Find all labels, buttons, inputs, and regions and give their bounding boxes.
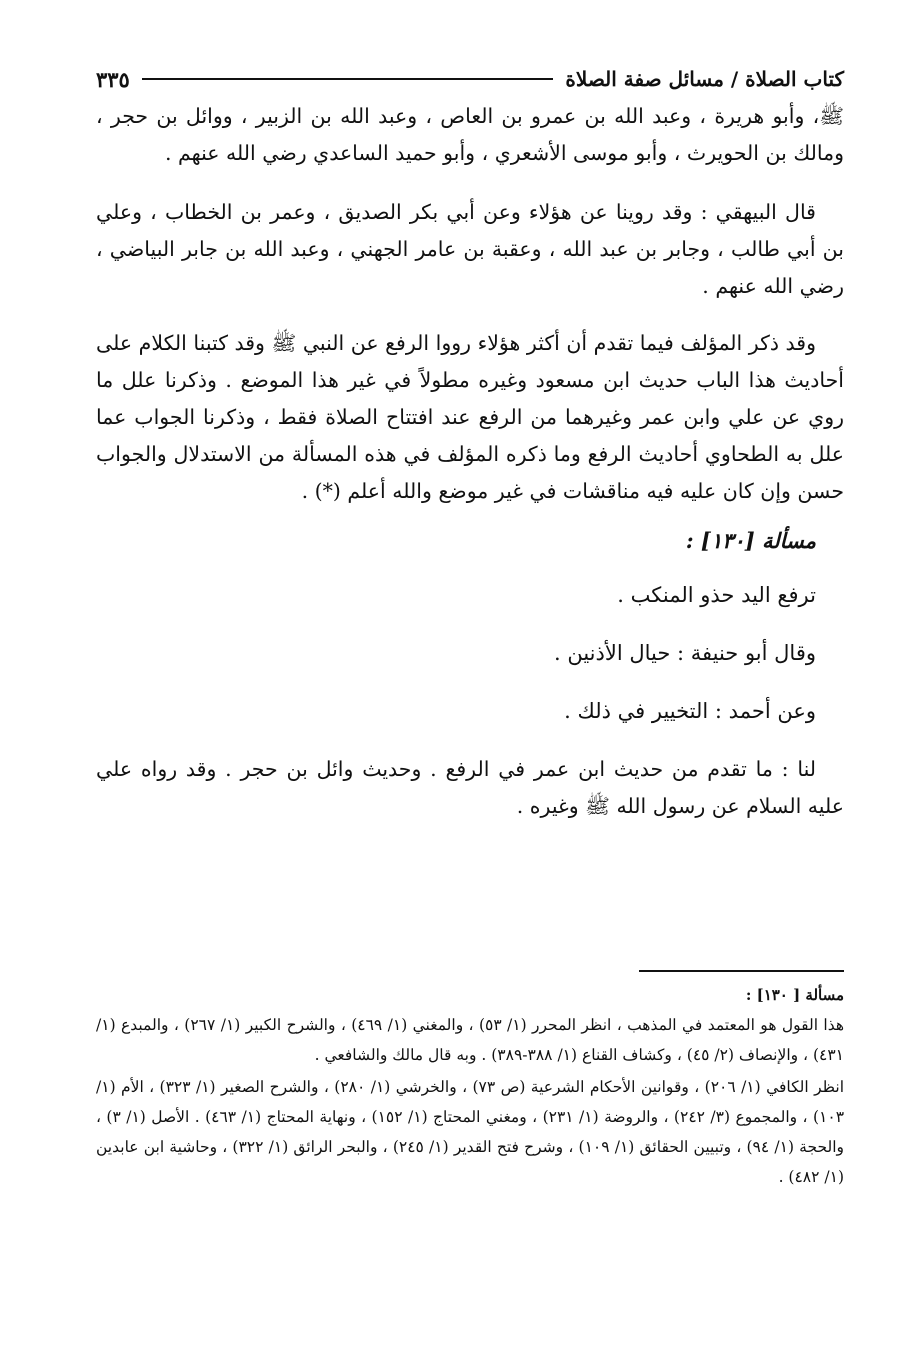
masala-heading: مسألة [١٣٠] : bbox=[685, 528, 816, 553]
footnote-hanbali-sources: هذا القول هو المعتمد في المذهب ، انظر المحرر (١/ ٥٣) ، والمغني (١/ ٤٦٩) ، والشرح الكبير (١/ ٢٦٧) ، والمبدع (١/ ٤٣١) ، والإنصاف (٢/ ٤٥) ، وكشاف القناع (١/ ٣٨٨-٣٨٩) . وبه قال مالك والشافعي . bbox=[96, 1016, 845, 1064]
paragraph-narrators: ﷺ، وأبو هريرة ، وعبد الله بن عمرو بن العاص ، وعبد الله بن الزبير ، ووائل بن حجر ، ومالك بن الحويرث ، وأبو موسى الأشعري ، وأبو حميد الساعدي رضي الله عنهم . bbox=[96, 104, 844, 165]
ahmad-view-line: وعن أحمد : التخيير في ذلك . bbox=[564, 699, 816, 723]
main-text-block bbox=[96, 60, 844, 825]
footnote-title: مسألة [ ١٣٠] : bbox=[745, 986, 844, 1004]
chapter-title: كتاب الصلاة / مسائل صفة الصلاة bbox=[565, 67, 844, 91]
ruling-line: ترفع اليد حذو المنكب . bbox=[617, 583, 816, 607]
paragraph-evidence: لنا : ما تقدم من حديث ابن عمر في الرفع . وحديث وائل بن حجر . وقد رواه علي عليه السلام عن رسول الله ﷺ وغيره . bbox=[96, 757, 844, 818]
running-header bbox=[96, 60, 844, 98]
page-number: ٣٣٥ bbox=[96, 66, 130, 92]
footnotes-section bbox=[96, 970, 844, 1192]
hanafi-view-line: وقال أبو حنيفة : حيال الأذنين . bbox=[553, 641, 816, 665]
paragraph-author-note: وقد ذكر المؤلف فيما تقدم أن أكثر هؤلاء رووا الرفع عن النبي ﷺ وقد كتبنا الكلام على أحاديث هذا الباب حديث ابن مسعود وغيره مطولاً في غير هذا الموضع . وذكرنا علل ما روي عن علي وابن عمر وغيرهما من الرفع عند افتتاح الصلاة فقط ، وذكرنا الجواب عما علل به الطحاوي أحاديث الرفع وما ذكره المؤلف في هذه المسألة من الاستدلال والجواب حسن وإن كان عليه فيه مناقشات في غير موضع والله أعلم (*) . bbox=[96, 331, 844, 503]
header-rule bbox=[142, 78, 554, 80]
paragraph-bayhaqi: قال البيهقي : وقد روينا عن هؤلاء وعن أبي بكر الصديق ، وعمر بن الخطاب ، وعلي بن أبي طالب ، وجابر بن عبد الله ، وعقبة بن عامر الجهني ، وعبد الله بن جابر البياضي ، رضي الله عنهم . bbox=[96, 200, 844, 298]
footnote-rule bbox=[639, 970, 844, 972]
footnote-other-sources: انظر الكافي (١/ ٢٠٦) ، وقوانين الأحكام الشرعية (ص ٧٣) ، والخرشي (١/ ٢٨٠) ، والشرح الصغير (١/ ٣٢٣) ، الأم (١/ ١٠٣) ، والمجموع (٣/ ٢٤٢) ، والروضة (١/ ٢٣١) ، ومغني المحتاج (١/ ١٥٢) ، ونهاية المحتاج (١/ ٤٦٣) . الأصل (١/ ٣) ، والحجة (١/ ٩٤) ، وتبيين الحقائق (١/ ١٠٩) ، وشرح فتح القدير (١/ ٢٤٥) ، والبحر الرائق (١/ ٣٢٢) ، وحاشية ابن عابدين (١/ ٤٨٢) . bbox=[96, 1078, 845, 1186]
